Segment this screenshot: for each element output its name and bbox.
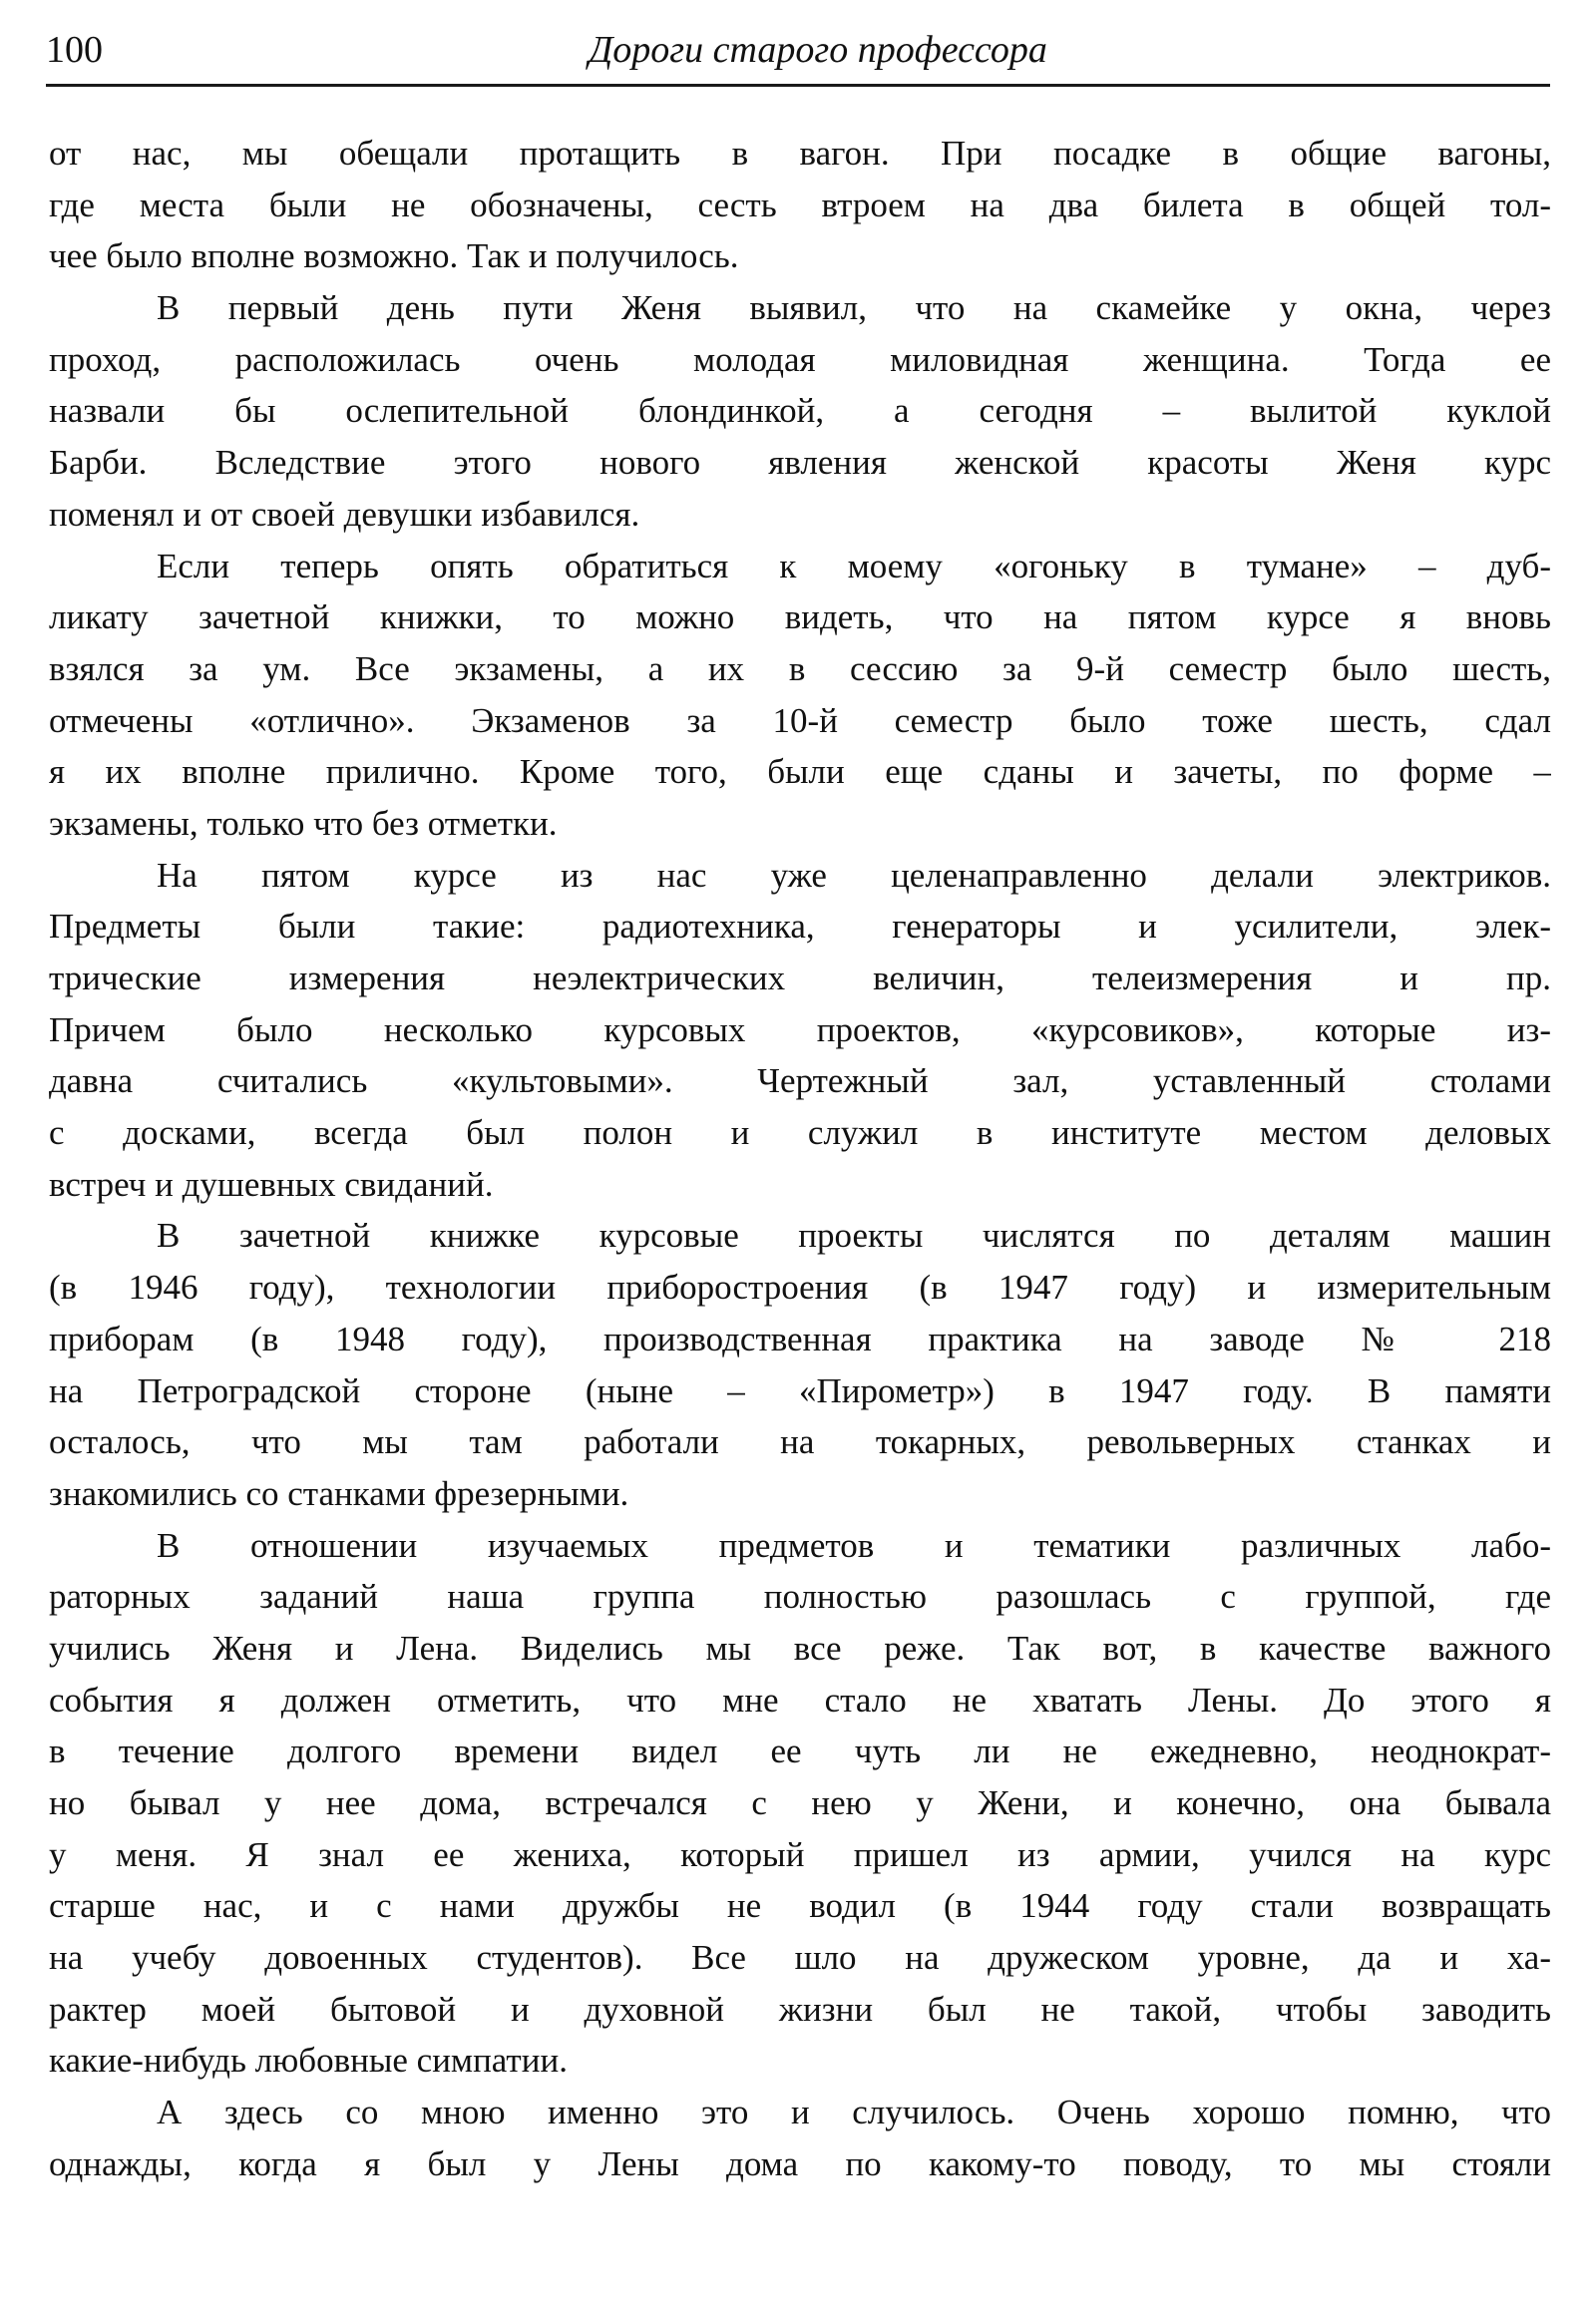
- text-line: давна считались «культовыми». Чертежный зал, уставленный столами: [49, 1061, 1551, 1101]
- text-line: раторных заданий наша группа полностью разошлась с группой, где: [49, 1577, 1551, 1617]
- text-line: назвали бы ослепительной блондинкой, а сегодня – вылитой куклой: [49, 391, 1551, 431]
- text-line: знакомились со станками фрезерными.: [49, 1473, 629, 1513]
- text-line: экзамены, только что без отметки.: [49, 803, 558, 843]
- text-line: где места были не обозначены, сесть втроем на два билета в общей тол-: [49, 185, 1551, 224]
- text-line: ликату зачетной книжки, то можно видеть, что на пятом курсе я вновь: [49, 597, 1551, 637]
- text-line: я их вполне прилично. Кроме того, были еще сданы и зачеты, по форме –: [49, 752, 1551, 792]
- body-text: [49, 128, 1551, 2190]
- text-line: А здесь со мною именно это и случилось. Очень хорошо помню, что: [157, 2093, 1551, 2132]
- text-line: взялся за ум. Все экзамены, а их в сессию за 9-й семестр было шесть,: [49, 648, 1551, 688]
- text-line: но бывал у нее дома, встречался с нею у Жени, и конечно, она бывала: [49, 1783, 1551, 1822]
- running-head: [46, 22, 1550, 87]
- text-line: Если теперь опять обратиться к моему «огоньку в тумане» – дуб-: [157, 546, 1551, 585]
- text-line: осталось, что мы там работали на токарных, револьверных станках и: [49, 1422, 1551, 1462]
- text-line: на Петроградской стороне (ныне – «Пирометр») в 1947 году. В памяти: [49, 1370, 1551, 1410]
- text-line: однажды, когда я был у Лены дома по какому-то поводу, то мы стояли: [49, 2143, 1551, 2183]
- text-line: Предметы были такие: радиотехника, генераторы и усилители, элек-: [49, 907, 1551, 947]
- text-line: На пятом курсе из нас уже целенаправленно делали электриков.: [157, 855, 1551, 895]
- text-line: события я должен отметить, что мне стало не хватать Лены. До этого я: [49, 1680, 1551, 1720]
- text-line: какие-нибудь любовные симпатии.: [49, 2041, 568, 2081]
- text-line: В зачетной книжке курсовые проекты числятся по деталям машин: [157, 1216, 1551, 1256]
- text-line: Барби. Вследствие этого нового явления женской красоты Женя курс: [49, 443, 1551, 483]
- text-line: на учебу довоенных студентов). Все шло на дружеском уровне, да и ха-: [49, 1938, 1551, 1978]
- text-line: от нас, мы обещали протащить в вагон. При посадке в общие вагоны,: [49, 134, 1551, 173]
- text-line: приборам (в 1948 году), производственная практика на заводе № 218: [49, 1319, 1551, 1358]
- page-number: 100: [46, 29, 103, 71]
- text-line: В отношении изучаемых предметов и тематики различных лабо-: [157, 1525, 1551, 1565]
- text-line: чее было вполне возможно. Так и получилось.: [49, 236, 739, 276]
- book-title: Дороги старого профессора: [589, 29, 1047, 71]
- text-line: с досками, всегда был полон и служил в институте местом деловых: [49, 1113, 1551, 1153]
- text-line: учились Женя и Лена. Виделись мы все реже. Так вот, в качестве важного: [49, 1628, 1551, 1668]
- text-line: отмечены «отлично». Экзаменов за 10-й семестр было тоже шесть, сдал: [49, 700, 1551, 740]
- text-line: у меня. Я знал ее жениха, который пришел из армии, учился на курс: [49, 1834, 1551, 1874]
- text-line: В первый день пути Женя выявил, что на скамейке у окна, через: [157, 288, 1551, 328]
- text-line: поменял и от своей девушки избавился.: [49, 494, 640, 534]
- text-line: встреч и душевных свиданий.: [49, 1164, 494, 1204]
- text-line: трические измерения неэлектрических величин, телеизмерения и пр.: [49, 959, 1551, 997]
- text-line: старше нас, и с нами дружбы не водил (в 1944 году стали возвращать: [49, 1886, 1551, 1926]
- text-line: проход, расположилась очень молодая миловидная женщина. Тогда ее: [49, 339, 1551, 379]
- text-line: (в 1946 году), технологии приборостроения (в 1947 году) и измерительным: [49, 1268, 1551, 1308]
- text-line: в течение долгого времени видел ее чуть ли не ежедневно, неоднократ-: [49, 1732, 1551, 1771]
- text-line: Причем было несколько курсовых проектов, «курсовиков», которые из-: [49, 1009, 1551, 1049]
- text-line: рактер моей бытовой и духовной жизни был не такой, чтобы заводить: [49, 1989, 1551, 2029]
